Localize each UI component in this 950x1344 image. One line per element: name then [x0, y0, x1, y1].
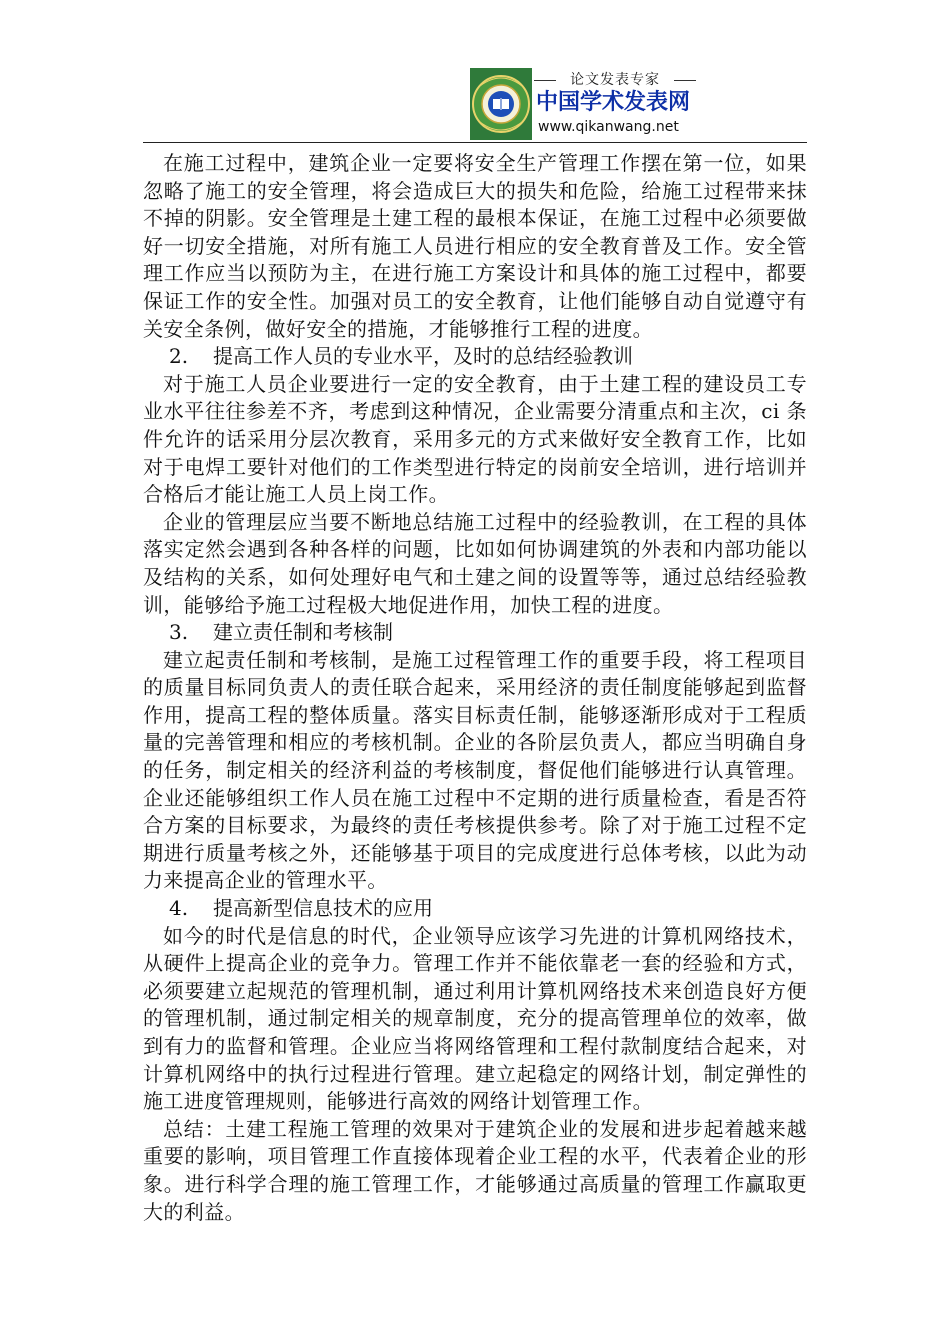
section-number: 4. [169, 896, 189, 921]
paragraph-it: 如今的时代是信息的时代，企业领导应该学习先进的计算机网络技术，从硬件上提高企业的竞争力。管理工作并不能依靠老一套的经验和方式，必须要建立起规范的管理机制，通过利用计算机网络技术来创造良好方便的管理机制，通过制定相关的规章制度，充分的提高管理单位的效率，做到有力的监督和管理。企业应当将网络管理和工程付款制度结合起来，对计算机网络中的执行过程进行管理。建立起稳定的网络计划，制定弹性的施工进度管理规则，能够进行高效的网络计划管理工作。 [143, 923, 807, 1114]
section-heading-3 [143, 619, 807, 647]
logo-tagline-text: 论文发表专家 [570, 72, 660, 88]
emblem-icon [470, 68, 532, 140]
header-divider [143, 142, 807, 143]
logo-url[interactable]: www.qikanwang.net [538, 119, 679, 135]
section-number: 2. [169, 344, 189, 369]
paragraph-safety: 在施工过程中，建筑企业一定要将安全生产管理工作摆在第一位，如果忽略了施工的安全管理，将会造成巨大的损失和危险，给施工过程带来抹不掉的阴影。安全管理是土建工程的最根本保证，在施工过程中必须要做好一切安全措施，对所有施工人员进行相应的安全教育普及工作。安全管理工作应当以预防为主，在进行施工方案设计和具体的施工过程中，都要保证工作的安全性。加强对员工的安全教育，让他们能够自动自觉遵守有关安全条例，做好安全的措施，才能够推行工程的进度。 [143, 151, 807, 341]
section-title: 提高新型信息技术的应用 [213, 896, 433, 921]
paragraph-summary: 总结：土建工程施工管理的效果对于建筑企业的发展和进步起着越来越重要的影响，项目管理工作直接体现着企业工程的水平，代表着企业的形象。进行科学合理的施工管理工作，才能够通过高质量的管理工作赢取更大的利益。 [143, 1116, 807, 1224]
section-number: 3. [169, 620, 189, 645]
logo-text-block [532, 68, 698, 140]
section-heading-2 [143, 343, 807, 371]
paragraph-responsibility: 建立起责任制和考核制，是施工过程管理工作的重要手段，将工程项目的质量目标同负责人的责任联合起来，采用经济的责任制度能够起到监督作用，提高工程的整体质量。落实目标责任制，能够逐渐形成对于工程质量的完善管理和相应的考核机制。企业的各阶层负责人，都应当明确自身的任务，制定相关的经济利益的考核制度，督促他们能够进行认真管理。企业还能够组织工作人员在施工过程中不定期的进行质量检查，看是否符合方案的目标要求，为最终的责任考核提供参考。除了对于施工过程不定期进行质量考核之外，还能够基于项目的完成度进行总体考核，以此为动力来提高企业的管理水平。 [143, 647, 807, 893]
article-body [143, 150, 807, 1226]
site-logo[interactable] [470, 68, 698, 140]
section-heading-4 [143, 895, 807, 923]
section-title: 提高工作人员的专业水平，及时的总结经验教训 [213, 344, 633, 369]
paragraph-lessons: 企业的管理层应当要不断地总结施工过程中的经验教训，在工程的具体落实定然会遇到各种各样的问题，比如如何协调建筑的外表和内部功能以及结构的关系，如何处理好电气和土建之间的设置等等，通过总结经验教训，能够给予施工过程极大地促进作用，加快工程的进度。 [143, 509, 807, 617]
logo-tagline [534, 72, 696, 88]
section-title: 建立责任制和考核制 [213, 620, 393, 645]
paragraph-training: 对于施工人员企业要进行一定的安全教育，由于土建工程的建设员工专业水平往往参差不齐，考虑到这种情况，企业需要分清重点和主次，ci 条件允许的话采用分层次教育，采用多元的方式来做好安全教育工作，比如对于电焊工要针对他们的工作类型进行特定的岗前安全培训，进行培训并合格后才能让施工人员上岗工作。 [143, 371, 807, 507]
logo-brand-name: 中国学术发表网 [536, 90, 691, 115]
